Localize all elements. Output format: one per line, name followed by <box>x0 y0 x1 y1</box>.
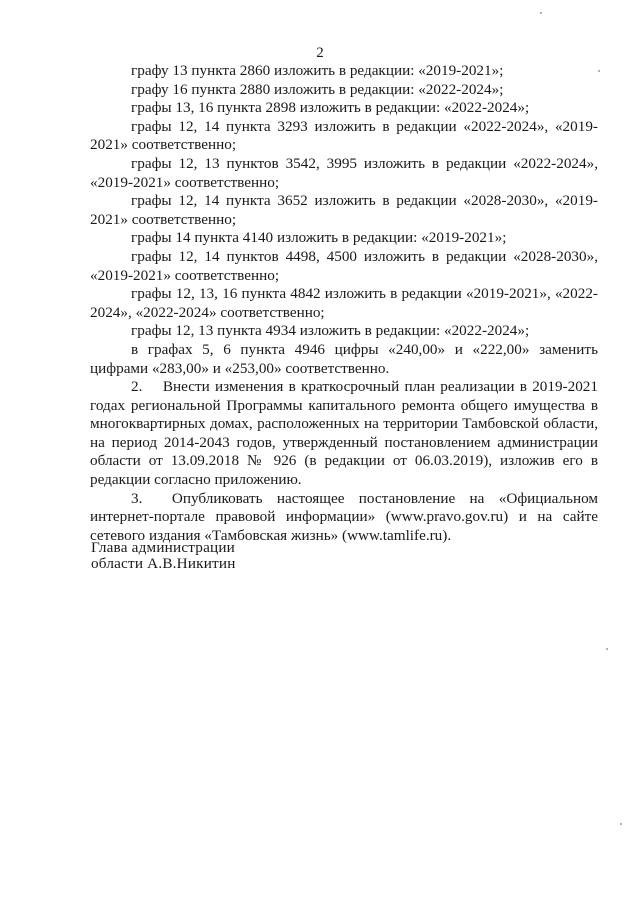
scan-speck <box>606 648 608 650</box>
amendment-paragraph: графы 12, 14 пунктов 4498, 4500 изложить в редакции «2028-2030», «2019-2021» соответственно; <box>90 247 598 284</box>
document-body <box>90 62 598 545</box>
amendment-paragraph: графы 12, 13 пунктов 3542, 3995 изложить в редакции «2022-2024», «2019-2021» соответственно; <box>90 154 598 191</box>
scan-speck <box>540 12 542 14</box>
amendment-paragraph: графы 13, 16 пункта 2898 изложить в редакции: «2022-2024»; <box>131 99 530 117</box>
amendment-paragraph: графы 12, 14 пункта 3652 изложить в редакции «2028-2030», «2019-2021» соответственно; <box>90 192 598 228</box>
amendment-paragraph: графы 12, 13 пункта 4934 изложить в редакции: «2022-2024»; <box>131 322 530 340</box>
signature-title: Глава администрации <box>91 539 236 556</box>
scan-speck <box>598 70 600 72</box>
signature-block <box>91 540 236 572</box>
amendment-paragraph: графы 14 пункта 4140 изложить в редакции: «2019-2021»; <box>131 229 507 247</box>
page-number: 2 <box>316 45 324 61</box>
amendment-paragraph: графу 13 пункта 2860 изложить в редакции: «2019-2021»; <box>131 62 504 79</box>
numbered-clause-2: 2. Внести изменения в краткосрочный план реализации в 2019-2021 годах региональной Программы капитального ремонта общего имущества в многоквартирных домах, расположенных на территории Тамбовской области, на период 2014-2043 годов, утвержденный постановлением администрации области от 13.09.2018 № 926 (в редакции от 06.03.2019), изложив его в редакции согласно приложению. <box>90 378 598 489</box>
amendment-paragraph: графу 16 пункта 2880 изложить в редакции: «2022-2024»; <box>131 80 504 98</box>
amendment-paragraph: графы 12, 14 пункта 3293 изложить в редакции «2022-2024», «2019-2021» соответственно; <box>90 117 598 154</box>
scan-speck <box>620 823 622 825</box>
amendment-paragraph: в графах 5, 6 пункта 4946 цифры «240,00» и «222,00» заменить цифрами «283,00» и «253,00» соответственно. <box>90 340 598 377</box>
amendment-paragraph: графы 12, 13, 16 пункта 4842 изложить в редакции «2019-2021», «2022-2024», «2022-2024» соответственно; <box>90 285 598 321</box>
signature-name: области А.В.Никитин <box>91 555 236 572</box>
numbered-clause-3: 3. Опубликовать настоящее постановление на «Официальном интернет-портале правовой информации» (www.pravo.gov.ru) и на сайте сетевого издания «Тамбовская жизнь» (www.tamlife.ru). <box>90 489 598 544</box>
